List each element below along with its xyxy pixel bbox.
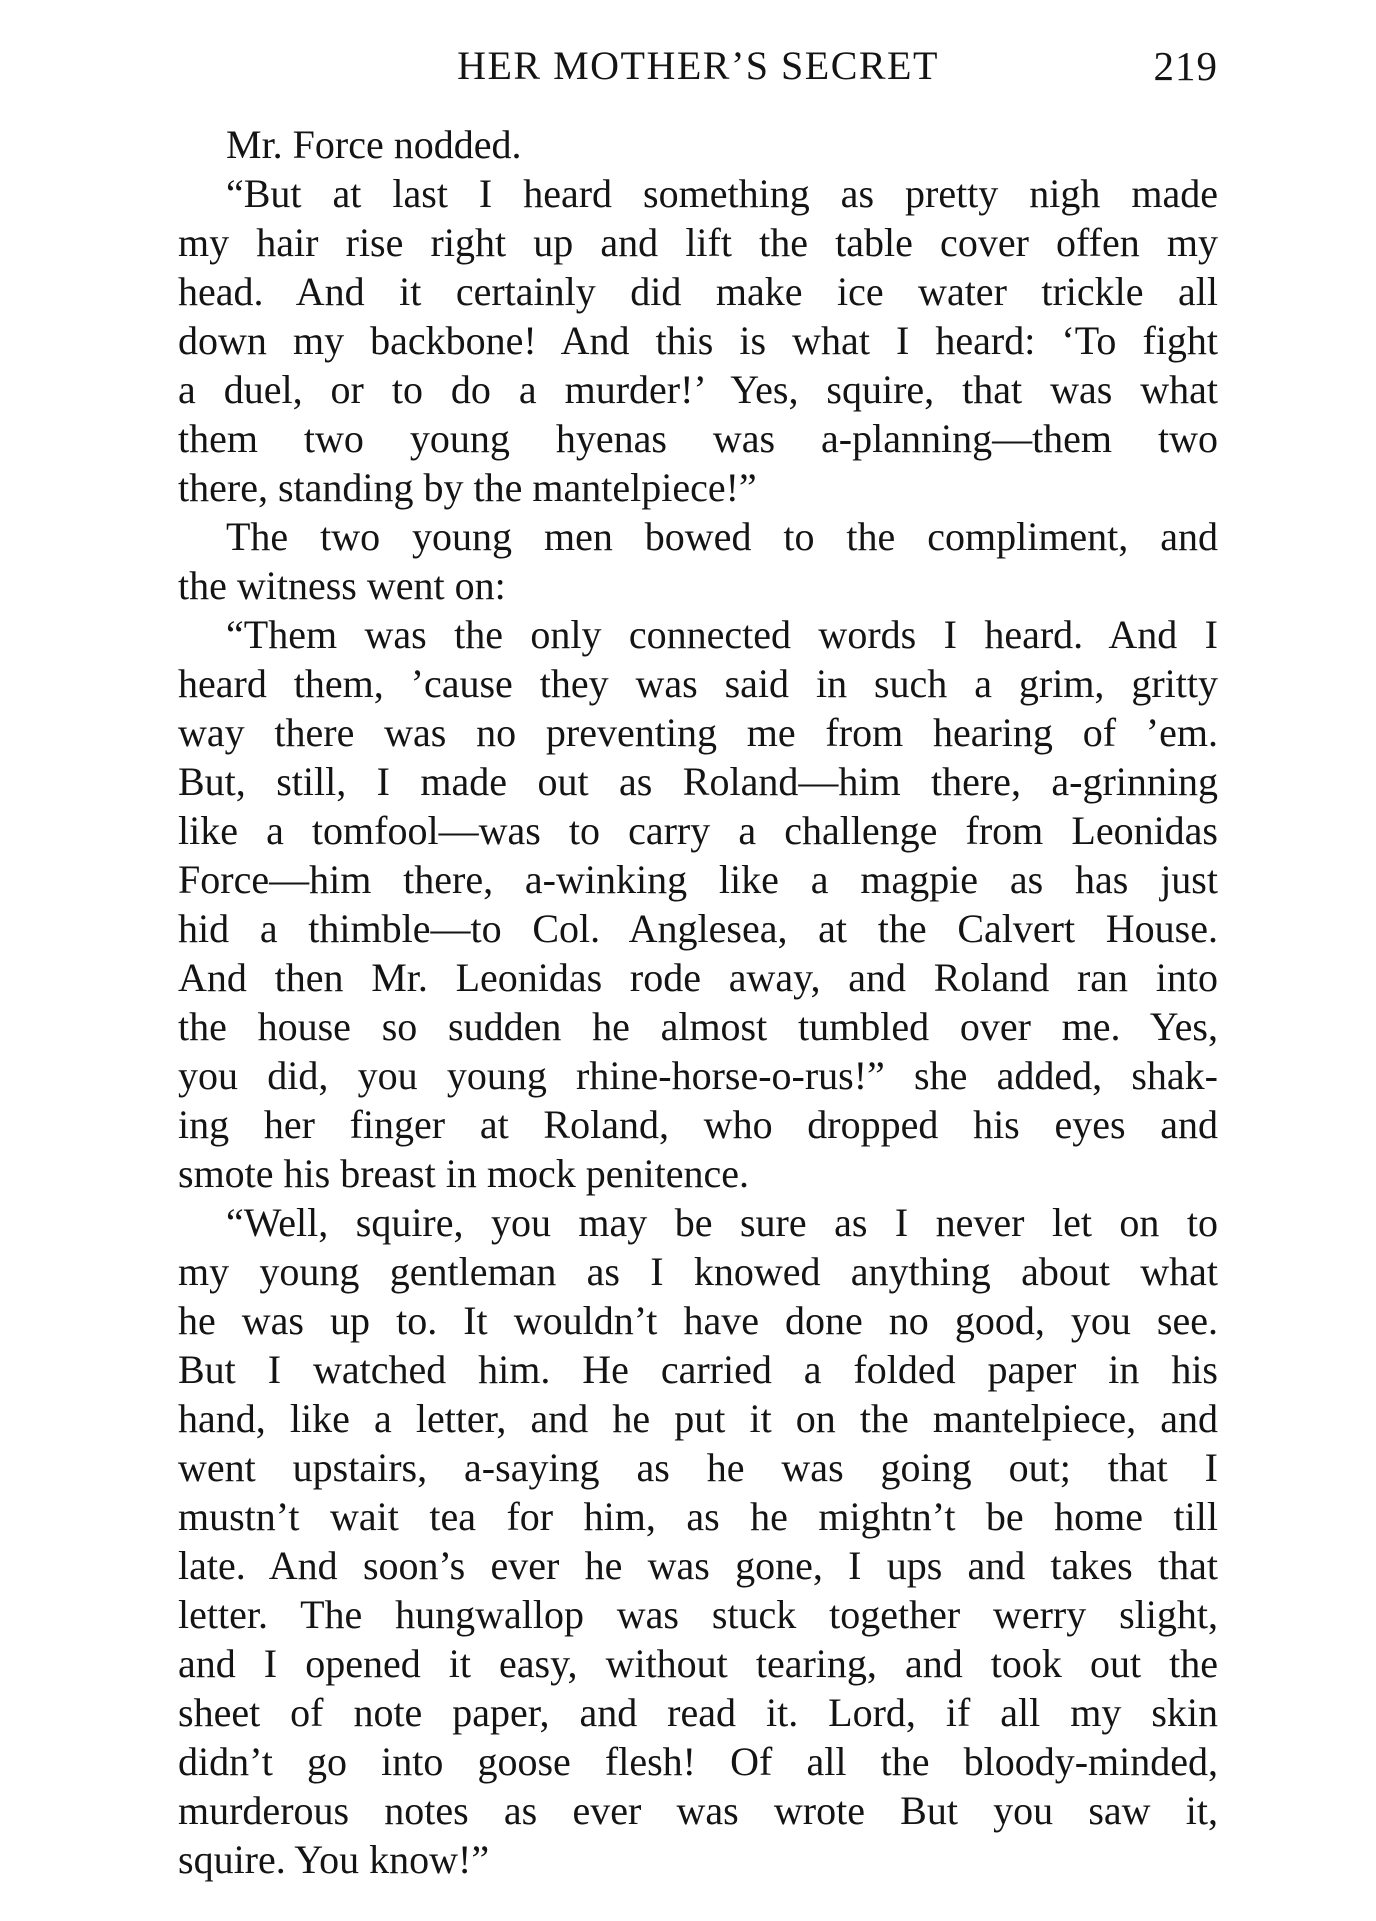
text-line: But I watched him. He carried a folded paper in his — [178, 1347, 1218, 1392]
text-line: “But at last I heard something as pretty nigh made — [226, 171, 1218, 216]
text-line: he was up to. It wouldn’t have done no good, you see. — [178, 1298, 1218, 1343]
text-line: them two young hyenas was a-planning—them two — [178, 416, 1218, 461]
text-line: letter. The hungwallop was stuck together werry slight, — [178, 1592, 1218, 1637]
text-line: the witness went on: — [178, 563, 506, 608]
paragraph — [178, 169, 1218, 512]
paragraph — [178, 512, 1218, 610]
text-line: Mr. Force nodded. — [226, 122, 522, 167]
text-line: hand, like a letter, and he put it on the mantelpiece, and — [178, 1396, 1218, 1441]
body-text — [178, 120, 1218, 1884]
text-line: Force—him there, a-winking like a magpie as has just — [178, 857, 1218, 902]
paragraph — [178, 610, 1218, 1198]
text-line: “Them was the only connected words I heard. And I — [226, 612, 1218, 657]
page-number: 219 — [1153, 43, 1218, 89]
text-line: But, still, I made out as Roland—him there, a-grinning — [178, 759, 1218, 804]
text-line: mustn’t wait tea for him, as he mightn’t be home till — [178, 1494, 1218, 1539]
text-line: smote his breast in mock penitence. — [178, 1151, 749, 1196]
running-title: HER MOTHER’S SECRET — [457, 43, 939, 88]
text-line: head. And it certainly did make ice water trickle all — [178, 269, 1218, 314]
text-line: a duel, or to do a murder!’ Yes, squire, that was what — [178, 367, 1218, 412]
text-line: ing her finger at Roland, who dropped his eyes and — [178, 1102, 1218, 1147]
text-line: didn’t go into goose flesh! Of all the bloody-minded, — [178, 1739, 1218, 1784]
text-line: heard them, ’cause they was said in such a grim, gritty — [178, 661, 1218, 706]
text-line: my young gentleman as I knowed anything about what — [178, 1249, 1218, 1294]
text-line: you did, you young rhine-horse-o-rus!” she added, shak- — [178, 1053, 1218, 1098]
text-line: my hair rise right up and lift the table cover offen my — [178, 220, 1218, 265]
text-line: went upstairs, a-saying as he was going out; that I — [178, 1445, 1218, 1490]
text-line: down my backbone! And this is what I heard: ‘To fight — [178, 318, 1218, 363]
paragraph — [178, 1198, 1218, 1884]
running-head — [178, 38, 1218, 94]
text-line: there, standing by the mantelpiece!” — [178, 465, 757, 510]
text-line: late. And soon’s ever he was gone, I ups and takes that — [178, 1543, 1218, 1588]
text-line: murderous notes as ever was wrote But you saw it, — [178, 1788, 1218, 1833]
text-line: like a tomfool—was to carry a challenge from Leonidas — [178, 808, 1218, 853]
text-line: squire. You know!” — [178, 1837, 490, 1882]
text-line: sheet of note paper, and read it. Lord, if all my skin — [178, 1690, 1218, 1735]
text-line: and I opened it easy, without tearing, and took out the — [178, 1641, 1218, 1686]
text-line: hid a thimble—to Col. Anglesea, at the Calvert House. — [178, 906, 1218, 951]
paragraph — [178, 120, 1218, 169]
text-line: The two young men bowed to the compliment, and — [226, 514, 1218, 559]
text-line: the house so sudden he almost tumbled over me. Yes, — [178, 1004, 1218, 1049]
text-line: way there was no preventing me from hearing of ’em. — [178, 710, 1218, 755]
text-line: “Well, squire, you may be sure as I never let on to — [226, 1200, 1218, 1245]
text-line: And then Mr. Leonidas rode away, and Roland ran into — [178, 955, 1218, 1000]
